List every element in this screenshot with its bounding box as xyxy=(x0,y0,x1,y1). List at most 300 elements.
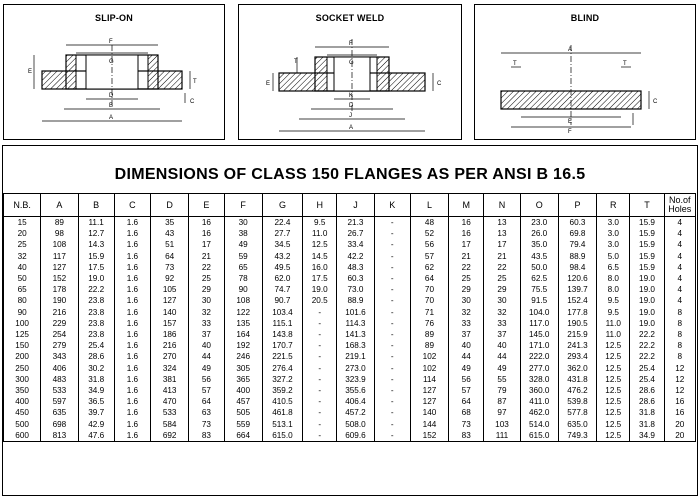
table-cell: 56 xyxy=(449,374,484,385)
table-cell: 635 xyxy=(41,407,78,418)
table-row xyxy=(4,340,696,351)
table-cell: 22.2 xyxy=(630,340,664,351)
dimensions-table xyxy=(3,193,696,442)
table-row xyxy=(4,307,696,318)
table-cell: 29 xyxy=(449,284,484,295)
table-cell: 692 xyxy=(151,430,189,442)
table-cell: 14.5 xyxy=(303,251,337,262)
table-title: DIMENSIONS OF CLASS 150 FLANGES AS PER ANSI B 16.5 xyxy=(114,166,586,183)
table-cell: 241.3 xyxy=(558,340,596,351)
socket-weld-label-d: D xyxy=(349,103,354,109)
table-cell: 35.0 xyxy=(520,239,558,250)
column-header: No.of Holes xyxy=(664,194,695,217)
table-cell: 221.5 xyxy=(262,351,302,362)
table-cell: - xyxy=(303,318,337,329)
table-cell: 31.8 xyxy=(630,419,664,430)
table-cell: 13 xyxy=(484,217,520,229)
table-cell: 57 xyxy=(189,385,224,396)
table-cell: 48 xyxy=(410,217,448,229)
table-cell: - xyxy=(374,307,410,318)
table-cell: 1.6 xyxy=(114,407,150,418)
table-cell: 8.0 xyxy=(597,284,630,295)
table-cell: 139.7 xyxy=(558,284,596,295)
table-cell: 19.0 xyxy=(630,307,664,318)
table-cell: 1.6 xyxy=(114,385,150,396)
table-cell: 406 xyxy=(41,363,78,374)
table-cell: 33 xyxy=(484,318,520,329)
table-cell: 635.0 xyxy=(558,419,596,430)
table-cell: 273.0 xyxy=(337,363,374,374)
table-cell: 83 xyxy=(449,430,484,442)
table-cell: 246 xyxy=(224,351,262,362)
table-cell: 74.7 xyxy=(262,284,302,295)
table-cell: 406.4 xyxy=(337,396,374,407)
table-cell: 4 xyxy=(664,217,695,229)
table-cell: 90 xyxy=(4,307,41,318)
table-cell: 186 xyxy=(151,329,189,340)
table-cell: 219.1 xyxy=(337,351,374,362)
table-cell: 323.9 xyxy=(337,374,374,385)
table-cell: 11.0 xyxy=(597,318,630,329)
table-cell: - xyxy=(374,419,410,430)
slip-on-label-g: G xyxy=(109,59,114,65)
table-cell: 33.4 xyxy=(337,239,374,250)
table-cell: 145.0 xyxy=(520,329,558,340)
socket-weld-label-f: F xyxy=(349,41,353,47)
column-header: P xyxy=(558,194,596,217)
blind-title: BLIND xyxy=(570,13,600,23)
table-cell: 19.0 xyxy=(303,284,337,295)
table-cell: 19.0 xyxy=(630,273,664,284)
table-cell: 127 xyxy=(410,385,448,396)
table-cell: 12 xyxy=(664,363,695,374)
table-cell: 127 xyxy=(41,262,78,273)
table-cell: 1.6 xyxy=(114,318,150,329)
table-cell: 98 xyxy=(41,228,78,239)
table-cell: 49 xyxy=(484,363,520,374)
table-cell: 30 xyxy=(224,217,262,229)
table-cell: 57 xyxy=(410,251,448,262)
table-cell: 98.4 xyxy=(558,262,596,273)
table-cell: 29 xyxy=(484,284,520,295)
table-cell: 15.9 xyxy=(630,251,664,262)
table-cell: 32 xyxy=(4,251,41,262)
table-cell: 577.8 xyxy=(558,407,596,418)
table-cell: 71 xyxy=(410,307,448,318)
table-cell: - xyxy=(303,396,337,407)
table-cell: - xyxy=(374,340,410,351)
column-header: C xyxy=(114,194,150,217)
table-cell: 23.8 xyxy=(78,295,114,306)
table-cell: 83 xyxy=(189,430,224,442)
table-cell: 8.0 xyxy=(597,273,630,284)
table-cell: 749.3 xyxy=(558,430,596,442)
table-cell: 64 xyxy=(410,273,448,284)
table-cell: 5.0 xyxy=(597,251,630,262)
table-cell: 143.8 xyxy=(262,329,302,340)
table-row xyxy=(4,374,696,385)
table-cell: 75.5 xyxy=(520,284,558,295)
table-cell: 17.5 xyxy=(303,273,337,284)
table-cell: - xyxy=(374,385,410,396)
table-cell: 19.0 xyxy=(78,273,114,284)
socket-weld-title: SOCKET WELD xyxy=(315,13,385,23)
table-cell: 12.5 xyxy=(597,363,630,374)
table-cell: 19.0 xyxy=(630,295,664,306)
table-cell: 12.5 xyxy=(597,419,630,430)
table-cell: 38 xyxy=(224,228,262,239)
table-cell: 470 xyxy=(151,396,189,407)
table-cell: 21.3 xyxy=(337,217,374,229)
table-cell: 359.2 xyxy=(262,385,302,396)
column-header: L xyxy=(410,194,448,217)
column-header: R xyxy=(597,194,630,217)
table-cell: 12.5 xyxy=(597,430,630,442)
table-cell: - xyxy=(303,419,337,430)
column-header: D xyxy=(151,194,189,217)
table-cell: 89 xyxy=(41,217,78,229)
table-cell: 9.5 xyxy=(303,217,337,229)
blind-label-e: E xyxy=(568,119,573,125)
table-cell: 450 xyxy=(4,407,41,418)
table-cell: 12.5 xyxy=(597,407,630,418)
table-cell: - xyxy=(374,239,410,250)
slip-on-label-a: A xyxy=(109,115,114,121)
table-cell: 40 xyxy=(484,340,520,351)
table-cell: 39.7 xyxy=(78,407,114,418)
table-cell: 362.0 xyxy=(558,363,596,374)
table-cell: 65 xyxy=(224,262,262,273)
table-cell: 1.6 xyxy=(114,295,150,306)
table-cell: 16 xyxy=(664,407,695,418)
table-cell: 216 xyxy=(41,307,78,318)
table-cell: 190.5 xyxy=(558,318,596,329)
table-cell: 89 xyxy=(410,340,448,351)
table-cell: 43.2 xyxy=(262,251,302,262)
table-cell: 168.3 xyxy=(337,340,374,351)
table-cell: 40 xyxy=(4,262,41,273)
table-cell: 190 xyxy=(41,295,78,306)
table-cell: - xyxy=(374,262,410,273)
table-cell: 3.0 xyxy=(597,228,630,239)
table-cell: 80 xyxy=(4,295,41,306)
table-cell: 8 xyxy=(664,307,695,318)
socket-weld-label-c: C xyxy=(437,81,442,87)
table-cell: 62.5 xyxy=(520,273,558,284)
table-cell: 277.0 xyxy=(520,363,558,374)
table-row xyxy=(4,430,696,442)
table-cell: 698 xyxy=(41,419,78,430)
table-cell: 16 xyxy=(664,396,695,407)
table-cell: 135 xyxy=(224,318,262,329)
table-cell: 350 xyxy=(4,385,41,396)
table-row xyxy=(4,239,696,250)
table-cell: 42.9 xyxy=(78,419,114,430)
table-cell: 462.0 xyxy=(520,407,558,418)
table-cell: 22 xyxy=(189,262,224,273)
table-cell: - xyxy=(374,329,410,340)
table-cell: 59 xyxy=(224,251,262,262)
table-cell: 152 xyxy=(410,430,448,442)
table-row xyxy=(4,385,696,396)
table-cell: 13 xyxy=(484,228,520,239)
slip-on-label-t: T xyxy=(193,79,197,85)
table-cell: 1.6 xyxy=(114,340,150,351)
table-cell: 62.0 xyxy=(262,273,302,284)
table-cell: 104.0 xyxy=(520,307,558,318)
table-cell: 122 xyxy=(224,307,262,318)
column-header: K xyxy=(374,194,410,217)
table-cell: 1.6 xyxy=(114,239,150,250)
table-cell: 1.6 xyxy=(114,273,150,284)
table-cell: 216 xyxy=(151,340,189,351)
table-cell: - xyxy=(374,396,410,407)
table-cell: 457.2 xyxy=(337,407,374,418)
table-cell: - xyxy=(303,307,337,318)
table-cell: 22.2 xyxy=(78,284,114,295)
table-cell: - xyxy=(374,430,410,442)
table-cell: 52 xyxy=(410,228,448,239)
table-cell: 64 xyxy=(151,251,189,262)
table-cell: 25 xyxy=(484,273,520,284)
table-cell: 360.0 xyxy=(520,385,558,396)
blind-label-c: C xyxy=(653,99,658,105)
table-cell: 11.1 xyxy=(78,217,114,229)
blind-drawing xyxy=(475,5,697,141)
table-cell: 1.6 xyxy=(114,217,150,229)
table-cell: 11.0 xyxy=(597,329,630,340)
table-cell: 65 xyxy=(4,284,41,295)
table-cell: 31.8 xyxy=(78,374,114,385)
table-cell: 171.0 xyxy=(520,340,558,351)
table-cell: 410.5 xyxy=(262,396,302,407)
table-cell: 90.7 xyxy=(262,295,302,306)
socket-weld-label-g: G xyxy=(349,60,354,66)
table-body xyxy=(4,217,696,442)
table-cell: 1.6 xyxy=(114,363,150,374)
table-cell: 32 xyxy=(189,307,224,318)
table-cell: 34.9 xyxy=(630,430,664,442)
socket-weld-label-j: J xyxy=(349,113,352,119)
table-cell: 150 xyxy=(4,340,41,351)
table-cell: 16 xyxy=(449,217,484,229)
column-header: J xyxy=(337,194,374,217)
table-cell: 105 xyxy=(151,284,189,295)
table-cell: 31.8 xyxy=(630,407,664,418)
table-cell: 327.2 xyxy=(262,374,302,385)
column-header: G xyxy=(262,194,302,217)
table-cell: 4 xyxy=(664,262,695,273)
table-cell: 76 xyxy=(410,318,448,329)
table-cell: 12 xyxy=(664,385,695,396)
table-cell: 33 xyxy=(449,318,484,329)
table-cell: 16 xyxy=(449,228,484,239)
column-header: F xyxy=(224,194,262,217)
column-header: H xyxy=(303,194,337,217)
table-cell: 164 xyxy=(224,329,262,340)
socket-weld-label-a: A xyxy=(349,125,354,131)
table-cell: 111 xyxy=(484,430,520,442)
table-cell: 69.8 xyxy=(558,228,596,239)
table-cell: 16.0 xyxy=(303,262,337,273)
table-cell: 4 xyxy=(664,273,695,284)
table-cell: 514.0 xyxy=(520,419,558,430)
table-cell: 108 xyxy=(41,239,78,250)
table-cell: - xyxy=(374,407,410,418)
table-cell: 36.5 xyxy=(78,396,114,407)
table-cell: 103 xyxy=(484,419,520,430)
slip-on-drawing xyxy=(4,5,226,141)
table-cell: 87 xyxy=(484,396,520,407)
table-row xyxy=(4,273,696,284)
table-row xyxy=(4,228,696,239)
table-cell: 15.9 xyxy=(630,217,664,229)
table-cell: 32 xyxy=(449,307,484,318)
column-header: B xyxy=(78,194,114,217)
table-cell: 4 xyxy=(664,284,695,295)
table-cell: 533 xyxy=(151,407,189,418)
table-cell: 1.6 xyxy=(114,430,150,442)
table-cell: 152.4 xyxy=(558,295,596,306)
table-cell: 600 xyxy=(4,430,41,442)
table-cell: 1.6 xyxy=(114,419,150,430)
table-cell: 539.8 xyxy=(558,396,596,407)
table-cell: 254 xyxy=(41,329,78,340)
table-cell: 51 xyxy=(151,239,189,250)
table-cell: 35 xyxy=(151,217,189,229)
table-cell: 120.6 xyxy=(558,273,596,284)
table-cell: 90 xyxy=(224,284,262,295)
table-cell: 16 xyxy=(189,228,224,239)
table-cell: 28.6 xyxy=(630,396,664,407)
table-cell: - xyxy=(374,351,410,362)
socket-weld-drawing xyxy=(239,5,463,141)
socket-weld-label-e: E xyxy=(266,81,271,87)
column-header: N xyxy=(484,194,520,217)
table-cell: 533 xyxy=(41,385,78,396)
table-cell: 12.5 xyxy=(597,385,630,396)
table-cell: 4 xyxy=(664,239,695,250)
table-cell: 3.0 xyxy=(597,239,630,250)
table-cell: 34.9 xyxy=(78,385,114,396)
table-cell: 192 xyxy=(224,340,262,351)
table-cell: 79 xyxy=(484,385,520,396)
table-cell: 157 xyxy=(151,318,189,329)
table-cell: 170.7 xyxy=(262,340,302,351)
table-cell: 23.8 xyxy=(78,318,114,329)
table-cell: 21 xyxy=(449,251,484,262)
table-cell: 15 xyxy=(4,217,41,229)
table-cell: 270 xyxy=(151,351,189,362)
table-cell: 505 xyxy=(224,407,262,418)
table-cell: 73.0 xyxy=(337,284,374,295)
slip-on-diagram-panel xyxy=(3,4,225,140)
table-cell: 20 xyxy=(664,419,695,430)
table-cell: 127 xyxy=(151,295,189,306)
table-cell: 30.2 xyxy=(78,363,114,374)
table-row xyxy=(4,396,696,407)
table-cell: 3.0 xyxy=(597,217,630,229)
table-cell: 615.0 xyxy=(262,430,302,442)
table-cell: 8 xyxy=(664,340,695,351)
table-cell: 92 xyxy=(151,273,189,284)
table-cell: 40 xyxy=(189,340,224,351)
table-cell: 26.0 xyxy=(520,228,558,239)
table-cell: 141.3 xyxy=(337,329,374,340)
table-row xyxy=(4,217,696,229)
table-row xyxy=(4,419,696,430)
table-cell: - xyxy=(303,430,337,442)
table-cell: 73 xyxy=(449,419,484,430)
table-cell: 56 xyxy=(189,374,224,385)
table-cell: 664 xyxy=(224,430,262,442)
table-cell: 64 xyxy=(449,396,484,407)
table-cell: 8 xyxy=(664,351,695,362)
table-cell: 37 xyxy=(449,329,484,340)
table-cell: 411.0 xyxy=(520,396,558,407)
table-cell: - xyxy=(303,351,337,362)
table-cell: 140 xyxy=(410,407,448,418)
slip-on-label-d: D xyxy=(109,93,114,99)
table-cell: 68 xyxy=(449,407,484,418)
table-cell: 222.0 xyxy=(520,351,558,362)
table-cell: - xyxy=(374,284,410,295)
table-cell: 64 xyxy=(189,396,224,407)
table-cell: 609.6 xyxy=(337,430,374,442)
table-cell: 100 xyxy=(4,318,41,329)
table-cell: 42.2 xyxy=(337,251,374,262)
table-cell: 19.0 xyxy=(630,284,664,295)
table-cell: 23.8 xyxy=(78,307,114,318)
table-cell: 144 xyxy=(410,419,448,430)
blind-label-a: A xyxy=(568,47,573,53)
table-cell: 152 xyxy=(41,273,78,284)
table-cell: 102 xyxy=(410,351,448,362)
table-cell: - xyxy=(374,251,410,262)
table-cell: 15.9 xyxy=(630,262,664,273)
table-cell: 26.7 xyxy=(337,228,374,239)
table-cell: 48.3 xyxy=(337,262,374,273)
table-cell: 73 xyxy=(189,419,224,430)
table-row xyxy=(4,318,696,329)
table-cell: 22.2 xyxy=(630,329,664,340)
table-cell: 78 xyxy=(224,273,262,284)
table-cell: 300 xyxy=(4,374,41,385)
table-cell: - xyxy=(303,340,337,351)
table-cell: 513.1 xyxy=(262,419,302,430)
table-cell: 20.5 xyxy=(303,295,337,306)
blind-label-f: F xyxy=(568,129,572,135)
table-cell: - xyxy=(374,295,410,306)
table-cell: 12.5 xyxy=(597,396,630,407)
table-cell: 49 xyxy=(224,239,262,250)
table-cell: 400 xyxy=(224,385,262,396)
table-cell: 461.8 xyxy=(262,407,302,418)
table-cell: 12.5 xyxy=(597,340,630,351)
table-cell: 47.6 xyxy=(78,430,114,442)
table-cell: 117.0 xyxy=(520,318,558,329)
table-cell: 37 xyxy=(189,329,224,340)
table-cell: 114.3 xyxy=(337,318,374,329)
table-cell: 20 xyxy=(4,228,41,239)
table-cell: 70 xyxy=(410,295,448,306)
table-cell: 178 xyxy=(41,284,78,295)
table-cell: 34.5 xyxy=(262,239,302,250)
table-cell: 813 xyxy=(41,430,78,442)
table-cell: 17 xyxy=(189,239,224,250)
dimensions-table-wrap xyxy=(3,193,696,442)
table-cell: 37 xyxy=(484,329,520,340)
